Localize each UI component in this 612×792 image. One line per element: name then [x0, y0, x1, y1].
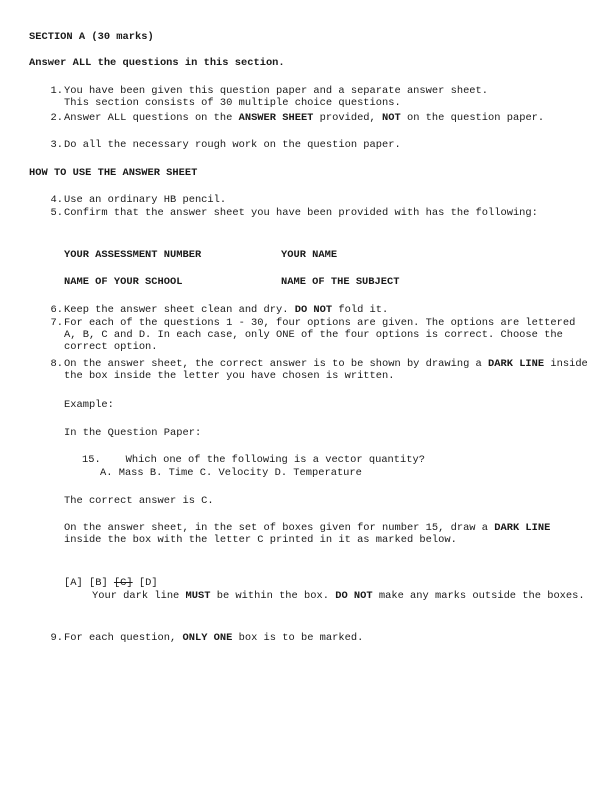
example-label: Example:	[64, 399, 114, 411]
field-subject-name: NAME OF THE SUBJECT	[281, 276, 400, 288]
how-to-heading: HOW TO USE THE ANSWER SHEET	[29, 167, 198, 179]
example-options: A. Mass B. Time C. Velocity D. Temperature	[100, 467, 362, 479]
list-item: 5. Confirm that the answer sheet you have been provided with has the following:	[50, 207, 538, 219]
correct-answer-text: The correct answer is C.	[64, 495, 214, 507]
field-school-name: NAME OF YOUR SCHOOL	[64, 276, 183, 288]
list-item: 6. Keep the answer sheet clean and dry. DO NOT fold it.	[50, 304, 389, 316]
dark-line-note: Your dark line MUST be within the box. DO NOT make any marks outside the boxes.	[92, 590, 585, 602]
box-a: [A]	[64, 577, 83, 589]
example-question: 15. Which one of the following is a vector quantity?	[82, 454, 425, 466]
section-title: SECTION A (30 marks)	[29, 31, 154, 43]
box-b: [B]	[88, 577, 108, 589]
field-your-name: YOUR NAME	[281, 249, 338, 261]
list-item: 1. You have been given this question paper and a separate answer sheet. This section consists of 30 multiple choice questions.	[50, 85, 489, 109]
answer-sheet-instruction: On the answer sheet, in the set of boxes given for number 15, draw a DARK LINE inside the box with the letter C printed in it as marked below.	[64, 522, 551, 546]
field-assessment-number: YOUR ASSESSMENT NUMBER	[64, 249, 202, 261]
list-item: 9. For each question, ONLY ONE box is to be marked.	[50, 632, 364, 644]
list-item: 4. Use an ordinary HB pencil.	[50, 194, 227, 206]
list-item: 8. On the answer sheet, the correct answer is to be shown by drawing a DARK LINE inside the box inside the letter you have chosen is written.	[50, 358, 588, 382]
answer-boxes	[64, 577, 588, 589]
box-d: [D]	[138, 577, 158, 589]
list-item: 2. Answer ALL questions on the ANSWER SHEET provided, NOT on the question paper.	[50, 112, 545, 124]
section-instruction: Answer ALL the questions in this section.	[29, 57, 285, 69]
list-item: 7. For each of the questions 1 - 30, four options are given. The options are lettered A, B, C and D. In each case, only ONE of the four options is correct. Choose the correct option.	[50, 317, 576, 353]
in-paper-label: In the Question Paper:	[64, 427, 202, 439]
list-item: 3. Do all the necessary rough work on the question paper.	[50, 139, 401, 151]
box-c-marked: [C]	[113, 577, 133, 589]
